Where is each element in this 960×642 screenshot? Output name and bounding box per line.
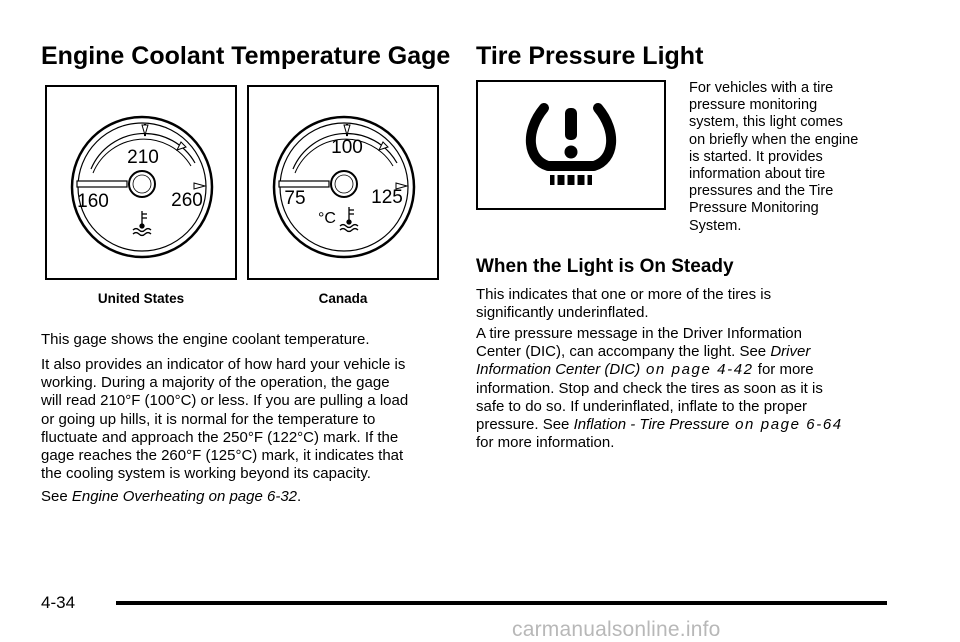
text-see: See [41, 488, 72, 505]
text-line: system, this light comes [689, 114, 843, 131]
text-line: will read 210°F (100°C) or less. If you are pulling a load [41, 392, 409, 410]
text-line: or going up hills, it is normal for the temperature to [41, 410, 376, 428]
link-inflation-tire-pressure[interactable]: Inflation - Tire Pressure [573, 416, 730, 434]
page-number: 4-34 [41, 593, 76, 612]
text-line: for more information. [476, 434, 615, 452]
figure-tire-pressure-light [476, 80, 666, 210]
text-line: for more [753, 361, 814, 379]
text-line: safe to do so. If underinflated, inflate to the proper [476, 397, 808, 415]
gage-ca-label-top: 100 [331, 137, 363, 158]
text-line: is started. It provides [689, 148, 823, 165]
text-line: pressure. See [476, 416, 574, 434]
section-heading-coolant-gage: Engine Coolant Temperature Gage [41, 42, 451, 70]
text-line: information. Stop and check the tires as soon as it is [476, 379, 823, 397]
text-period: . [297, 488, 302, 505]
coolant-gage-canada-illustration [249, 87, 437, 278]
gage-ca-label-right: 125 [371, 187, 403, 208]
paragraph-tire-light-description [689, 80, 858, 235]
text-line: on briefly when the engine [689, 131, 859, 148]
link-driver-information-center-1[interactable]: Driver [770, 343, 811, 361]
text-line: information about tire [689, 166, 826, 183]
figure-gage-united-states [45, 85, 237, 280]
caption-canada: Canada [318, 291, 368, 306]
paragraph-see-reference [41, 488, 301, 506]
section-heading-tire-pressure: Tire Pressure Light [476, 42, 704, 70]
text-line: For vehicles with a tire [689, 80, 834, 96]
text-line: This indicates that one or more of the tires is [476, 286, 772, 303]
coolant-gage-us-illustration [47, 87, 235, 278]
text-line: A tire pressure message in the Driver Information [476, 325, 802, 342]
gage-ca-label-left: 75 [284, 188, 306, 209]
text-line: Pressure Monitoring [689, 200, 819, 217]
figure-gage-canada [247, 85, 439, 280]
paragraph-gage-detail [41, 356, 408, 483]
text-line: significantly underinflated. [476, 304, 649, 322]
link-page-6-64[interactable]: on page 6-64 [729, 416, 843, 434]
paragraph-underinflated [476, 286, 771, 322]
gage-us-label-top: 210 [127, 147, 159, 168]
footer-rule [116, 601, 887, 605]
text-line: pressures and the Tire [689, 183, 834, 200]
gage-ca-unit: °C [318, 210, 336, 227]
text-line: working. During a majority of the operation, the gage [41, 374, 390, 392]
text-line: pressure monitoring [689, 97, 818, 114]
link-driver-information-center-2[interactable]: Information Center (DIC) [476, 361, 641, 379]
watermark: carmanualsonline.info [512, 618, 721, 641]
tire-pressure-warning-icon [478, 82, 664, 208]
subheading-light-on-steady: When the Light is On Steady [476, 256, 734, 277]
text-line: gage reaches the 260°F (125°C) mark, it indicates that [41, 447, 404, 465]
paragraph-gage-intro: This gage shows the engine coolant temperature. [41, 331, 370, 348]
gage-us-label-left: 160 [77, 191, 109, 212]
link-engine-overheating[interactable]: Engine Overheating on page 6-32 [71, 488, 298, 505]
text-line: It also provides an indicator of how hard your vehicle is [41, 356, 406, 373]
gage-us-label-right: 260 [171, 190, 203, 211]
link-page-4-42[interactable]: on page 4-42 [640, 361, 754, 379]
text-line: System. [689, 217, 742, 234]
text-line: Center (DIC), can accompany the light. See [476, 343, 771, 361]
text-line: fluctuate and approach the 250°F (122°C) mark. If the [41, 428, 399, 446]
paragraph-dic-message [476, 325, 843, 452]
text-line: the cooling system is working beyond its capacity. [41, 465, 371, 483]
caption-united-states: United States [97, 291, 185, 306]
